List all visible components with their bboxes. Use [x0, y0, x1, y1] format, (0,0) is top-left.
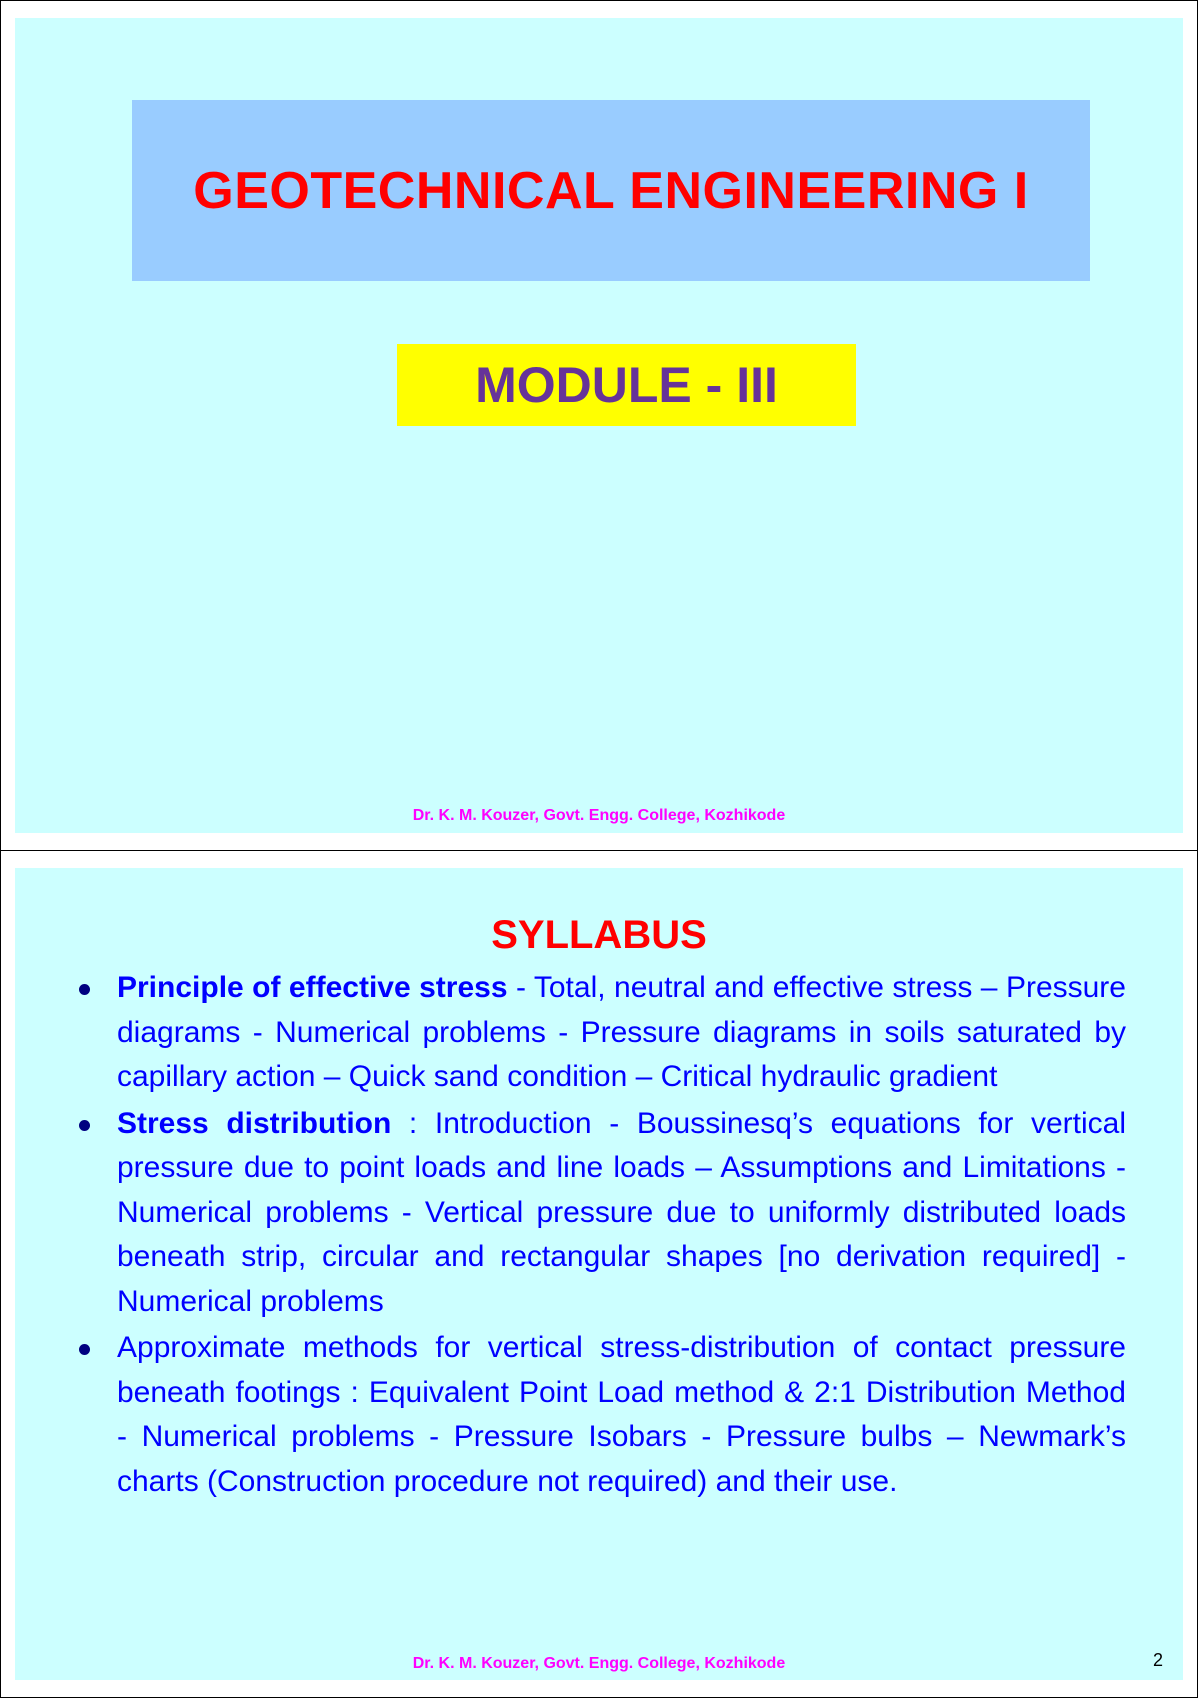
bullet-icon: [79, 1120, 90, 1131]
syllabus-item-topic: Principle of effective stress: [117, 971, 508, 1004]
module-box: [397, 344, 856, 426]
syllabus-item-text: : Introduction - Boussinesq’s equations for vertical pressure due to point loads and line loads – Assumptions and Limitations - Numerical problems - Vertical pressure due to uniformly distributed loads beneath strip, circular and rectangular shapes [no derivation required] - Numerical problems: [117, 1106, 1126, 1318]
bullet-icon: [79, 1344, 90, 1355]
slide-footer: Dr. K. M. Kouzer, Govt. Engg. College, Kozhikode: [412, 807, 786, 824]
syllabus-item-topic: Stress distribution: [117, 1106, 392, 1140]
syllabus-item-text: Approximate methods for vertical stress-distribution of contact pressure beneath footings : Equivalent Point Load method & 2:1 Distribution Method - Numerical problems - Pressure Isobars - Pressure bulbs – Newmark’s charts (Construction procedure not required) and their use.: [117, 1331, 1126, 1498]
syllabus-item: [76, 1102, 1126, 1325]
syllabus-heading: SYLLABUS: [491, 913, 707, 957]
slide-footer: Dr. K. M. Kouzer, Govt. Engg. College, Kozhikode: [412, 1655, 786, 1672]
syllabus-list: [76, 966, 1126, 1506]
course-title: GEOTECHNICAL ENGINEERING I: [193, 161, 1029, 220]
bullet-icon: [79, 984, 90, 995]
syllabus-item: [76, 966, 1126, 1100]
syllabus-item: [76, 1326, 1126, 1504]
module-label: MODULE - III: [475, 357, 778, 413]
title-box: [132, 100, 1090, 281]
page-number: 2: [1152, 1650, 1163, 1670]
syllabus-item-text: - Total, neutral and effective stress – Pressure diagrams - Numerical problems - Pressure diagrams in soils saturated by capillary action – Quick sand condition – Critical hydraulic gradient: [117, 971, 1126, 1093]
slide-2: [0, 850, 1198, 1698]
